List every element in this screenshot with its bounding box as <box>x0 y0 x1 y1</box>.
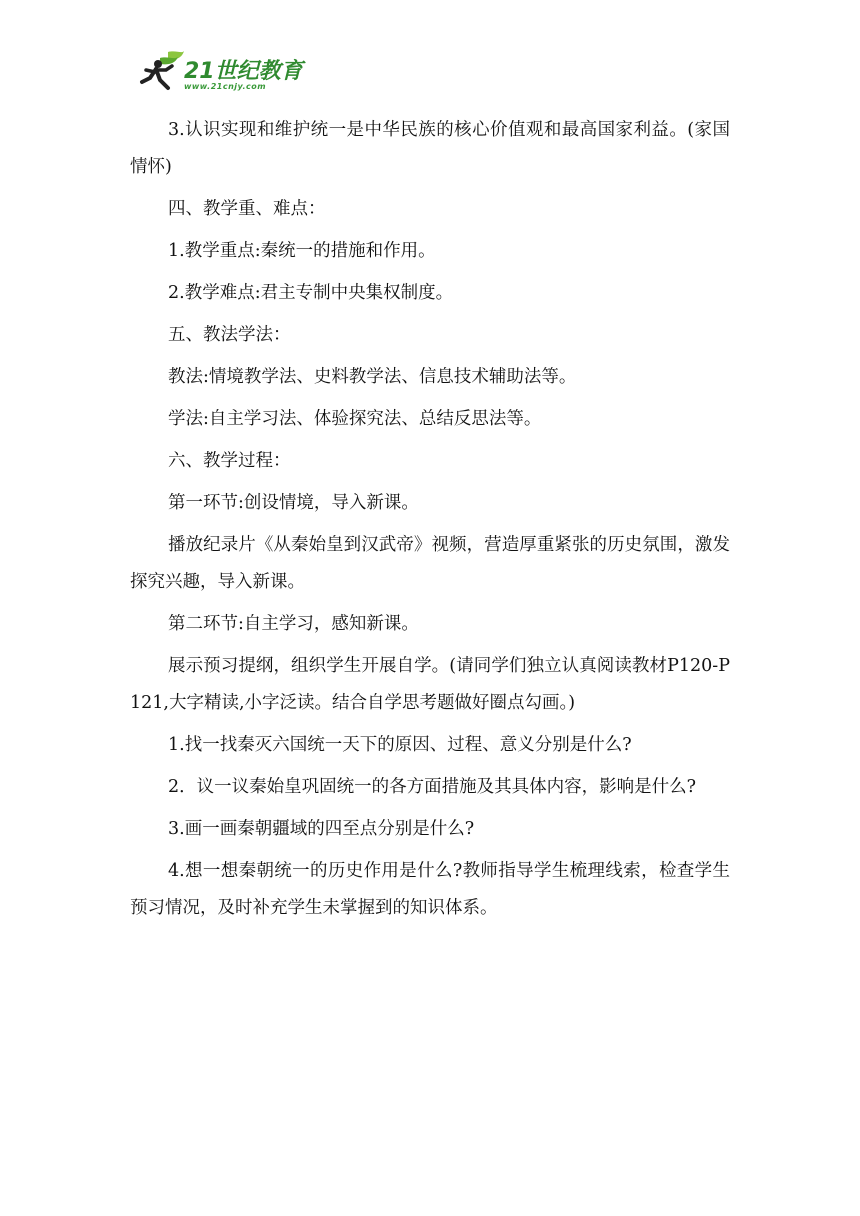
paragraph: 第二环节:自主学习，感知新课。 <box>168 614 419 634</box>
list-item: 1.找一找秦灭六国统一天下的原因、过程、意义分别是什么? <box>168 735 632 755</box>
document-body <box>130 112 730 932</box>
paragraph: 展示预习提纲，组织学生开展自学。(请同学们独立认真阅读教材P120-P121,大字精读,小字泛读。结合自学思考题做好圈点勾画。) <box>130 656 730 713</box>
list-item: 2．议一议秦始皇巩固统一的各方面措施及其具体内容，影响是什么? <box>168 777 697 797</box>
paragraph: 播放纪录片《从秦始皇到汉武帝》视频，营造厚重紧张的历史氛围，激发探究兴趣，导入新课。 <box>130 535 730 592</box>
list-item: 4.想一想秦朝统一的历史作用是什么?教师指导学生梳理线索，检查学生预习情况，及时补充学生未掌握到的知识体系。 <box>130 861 730 918</box>
section-heading: 四、教学重、难点： <box>168 199 326 219</box>
running-figure-icon <box>138 48 186 96</box>
section-heading: 六、教学过程： <box>168 451 291 471</box>
paragraph: 1.教学重点:秦统一的措施和作用。 <box>168 241 436 261</box>
paragraph: 2.教学难点:君主专制中央集权制度。 <box>168 283 454 303</box>
logo-text: 21世纪教育 <box>184 59 303 84</box>
logo-url: www.21cnjy.com <box>184 82 267 91</box>
paragraph: 3.认识实现和维护统一是中华民族的核心价值观和最高国家利益。(家国情怀) <box>130 120 730 177</box>
paragraph: 学法:自主学习法、体验探究法、总结反思法等。 <box>168 409 542 429</box>
paragraph: 第一环节:创设情境，导入新课。 <box>168 493 419 513</box>
header-logo <box>138 48 318 98</box>
section-heading: 五、教法学法： <box>168 325 291 345</box>
paragraph: 教法:情境教学法、史料教学法、信息技术辅助法等。 <box>168 367 577 387</box>
list-item: 3.画一画秦朝疆域的四至点分别是什么? <box>168 819 475 839</box>
